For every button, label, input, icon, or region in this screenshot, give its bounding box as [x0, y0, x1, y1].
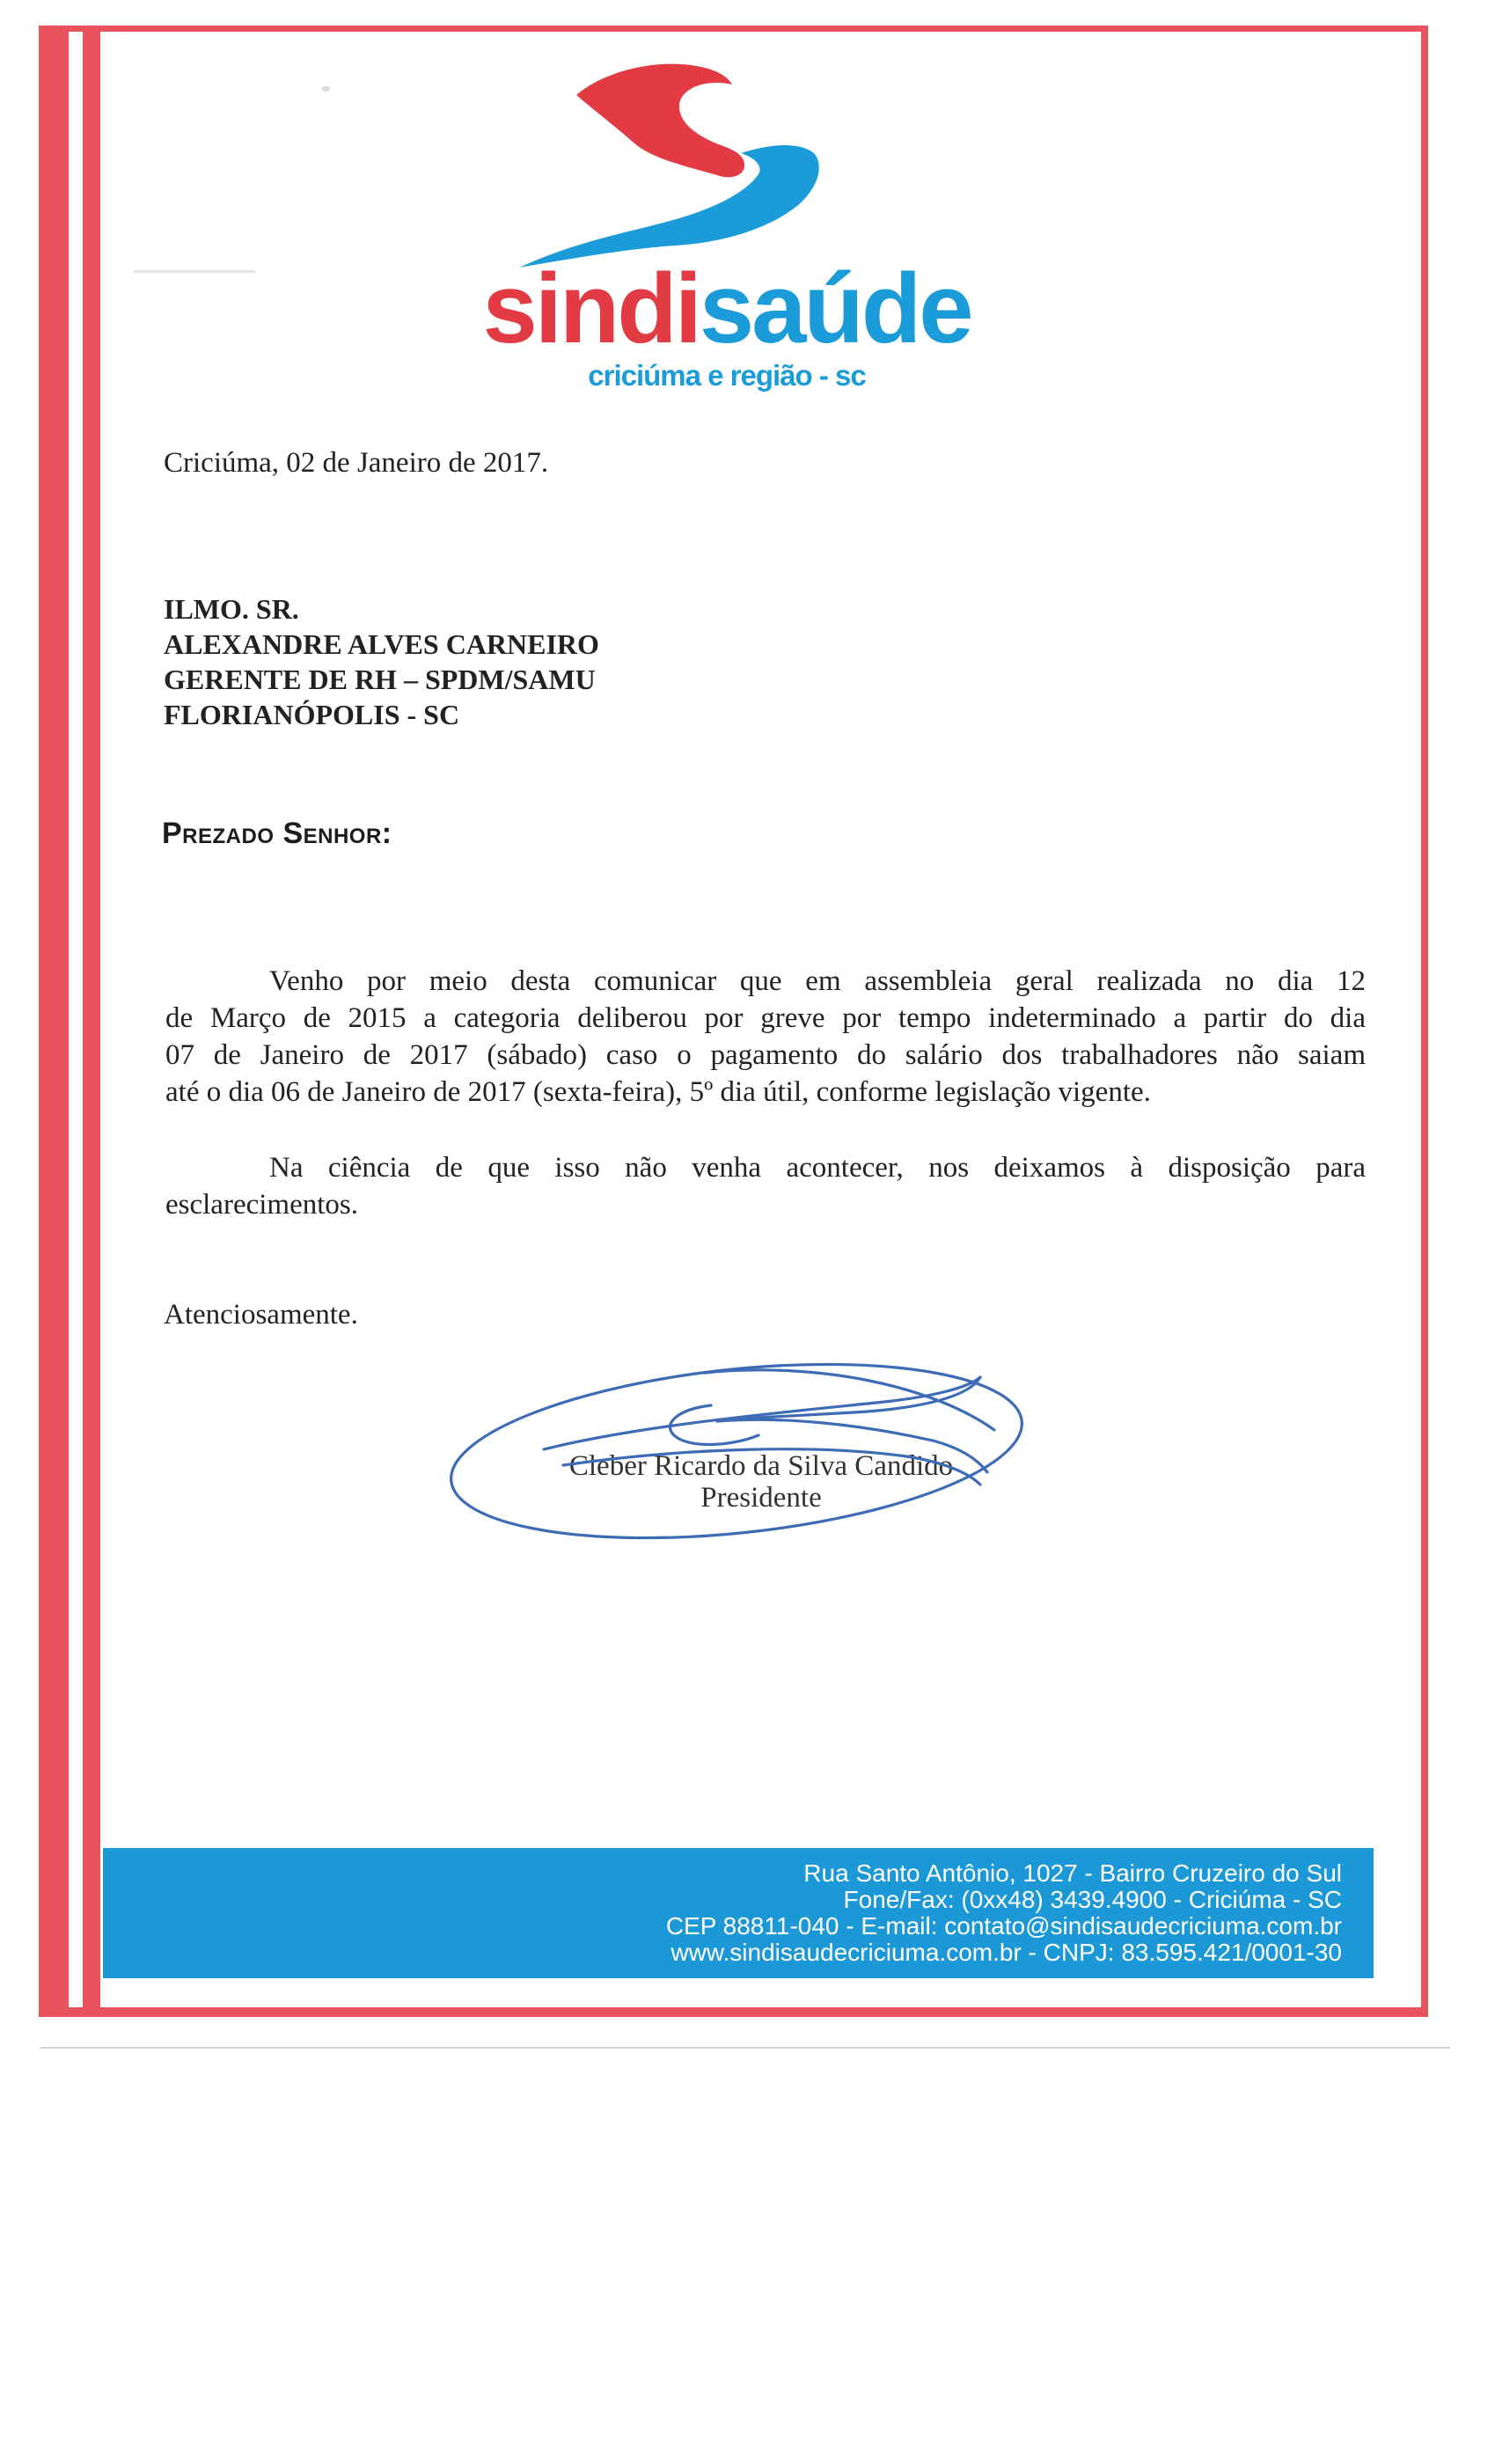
sindisaude-swoosh-icon — [510, 58, 827, 273]
paragraph-line: Venho por meio desta comunicar que em assembleia geral realizada no dia 12 — [269, 965, 1366, 997]
frame-top-line — [39, 26, 1428, 32]
footer-line-website-cnpj: www.sindisaudecriciuma.com.br - CNPJ: 83.595.421/0001-30 — [671, 1939, 1342, 1966]
recipient-line: FLORIANÓPOLIS - SC — [164, 699, 460, 730]
logo-wordmark — [436, 253, 1017, 363]
recipient-line: ALEXANDRE ALVES CARNEIRO — [164, 628, 599, 660]
left-stripe-thin — [83, 26, 100, 2017]
signatory-name: Cleber Ricardo da Silva Candido — [568, 1450, 954, 1482]
swoosh-red-path — [576, 64, 744, 178]
footer-line-email: CEP 88811-040 - E-mail: contato@sindisaudecriciuma.com.br — [665, 1912, 1342, 1940]
recipient-line: ILMO. SR. — [164, 593, 299, 625]
date-line: Criciúma, 02 de Janeiro de 2017. — [164, 447, 549, 479]
footer-line-address: Rua Santo Antônio, 1027 - Bairro Cruzeiro do Sul — [803, 1859, 1342, 1887]
paragraph-line: de Março de 2015 a categoria deliberou por greve por tempo indeterminado a partir do dia — [165, 1002, 1366, 1034]
paragraph-line: até o dia 06 de Janeiro de 2017 (sexta-feira), 5º dia útil, conforme legislação vigente. — [165, 1076, 1151, 1108]
page-scan-edge-line — [40, 2047, 1450, 2049]
paragraph-line: esclarecimentos. — [165, 1189, 358, 1221]
logo-text-sindi: sindi — [482, 253, 700, 363]
footer-address-bar — [103, 1848, 1374, 1978]
frame-right-line — [1421, 26, 1428, 2017]
paragraph-line: 07 de Janeiro de 2017 (sábado) caso o pagamento do salário dos trabalhadores não saiam — [165, 1039, 1366, 1071]
signatory-title: Presidente — [700, 1482, 822, 1514]
frame-bottom-line — [39, 2007, 1428, 2017]
left-stripe-thick — [39, 26, 69, 2017]
salutation: Prezado Senhor: — [162, 817, 392, 850]
footer-line-phone: Fone/Fax: (0xx48) 3439.4900 - Criciúma - SC — [843, 1886, 1342, 1913]
logo-text-saude: saúde — [699, 253, 971, 363]
scan-artifact-dot — [322, 86, 330, 92]
closing-line: Atenciosamente. — [164, 1299, 358, 1331]
paragraph-1 — [165, 963, 1366, 1111]
logo-tagline: criciúma e região - sc — [588, 359, 866, 392]
recipient-block — [164, 591, 599, 732]
paragraph-2 — [165, 1149, 1366, 1223]
scan-artifact-dash — [134, 270, 255, 273]
recipient-line: GERENTE DE RH – SPDM/SAMU — [164, 664, 596, 695]
paragraph-line: Na ciência de que isso não venha acontecer, nos deixamos à disposição para — [269, 1152, 1366, 1184]
swoosh-blue-path — [519, 145, 819, 268]
